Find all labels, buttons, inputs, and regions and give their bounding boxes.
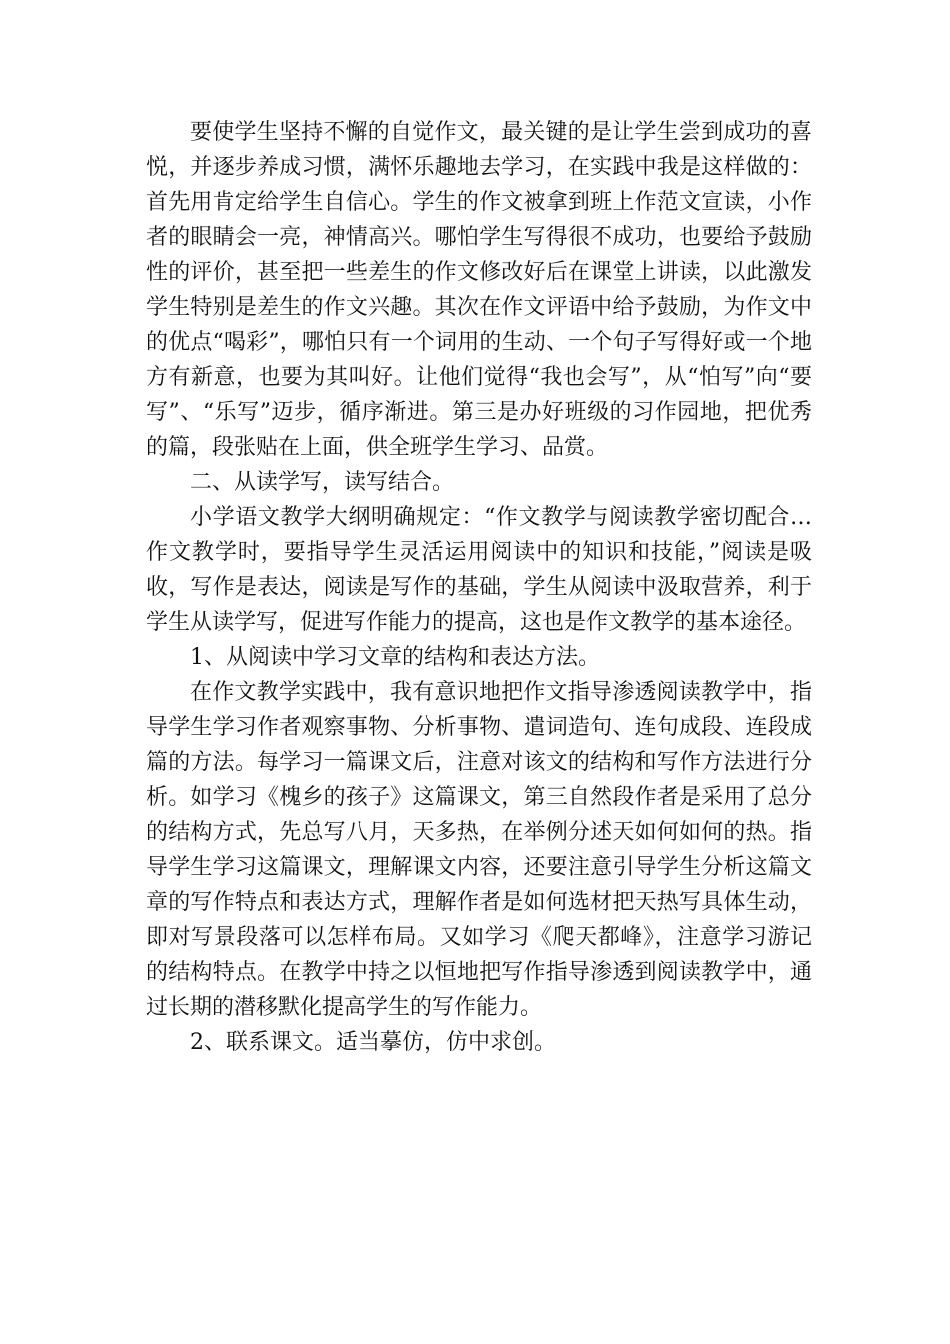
paragraph-syllabus-quote: 小学语文教学大纲明确规定：“作文教学与阅读教学密切配合…作文教学时，要指导学生灵活运用阅读中的知识和技能，”阅读是吸收，写作是表达，阅读是写作的基础，学生从阅读中汲取营养，利于学生从读学写，促进写作能力的提高，这也是作文教学的基本途径。 xyxy=(146,505,812,635)
heading-read-write-combined: 二、从读学写，读写结合。 xyxy=(190,470,455,495)
paragraph-success-encouragement: 要使学生坚持不懈的自觉作文，最关键的是让学生尝到成功的喜悦，并逐步养成习惯，满怀乐趣地去学习，在实践中我是这样做的：首先用肯定给学生自信心。学生的作文被拿到班上作范文宣读，小作者的眼睛会一亮，神情高兴。哪怕学生写得很不成功，也要给予鼓励性的评价，甚至把一些差生的作文修改好后在课堂上讲读，以此激发学生特别是差生的作文兴趣。其次在作文评语中给予鼓励，为作文中的优点“喝彩”，哪怕只有一个词用的生动、一个句子写得好或一个地方有新意，也要为其叫好。让他们觉得“我也会写”，从“怕写”向“要写”、“乐写”迈步，循序渐进。第三是办好班级的习作园地，把优秀的篇，段张贴在上面，供全班学生学习、品赏。 xyxy=(146,120,812,460)
subheading-structure-methods: 1、从阅读中学习文章的结构和表达方法。 xyxy=(190,645,600,670)
paragraph-teaching-practice: 在作文教学实践中，我有意识地把作文指导渗透阅读教学中，指导学生学习作者观察事物、分析事物、遣词造句、连句成段、连段成篇的方法。每学习一篇课文后，注意对该文的结构和写作方法进行分析。如学习《槐乡的孩子》这篇课文，第三自然段作者是采用了总分的结构方式，先总写八月，天多热，在举例分述天如何如何的热。指导学生学习这篇课文，理解课文内容，还要注意引导学生分析这篇文章的写作特点和表达方式，理解作者是如何选材把天热写具体生动，即对写景段落可以怎样布局。又如学习《爬天都峰》，注意学习游记的结构特点。在教学中持之以恒地把写作指导渗透到阅读教学中，通过长期的潜移默化提高学生的写作能力。 xyxy=(146,680,812,1020)
document-page xyxy=(146,115,812,1060)
subheading-imitation: 2、联系课文。适当摹仿，仿中求创。 xyxy=(190,1030,556,1055)
